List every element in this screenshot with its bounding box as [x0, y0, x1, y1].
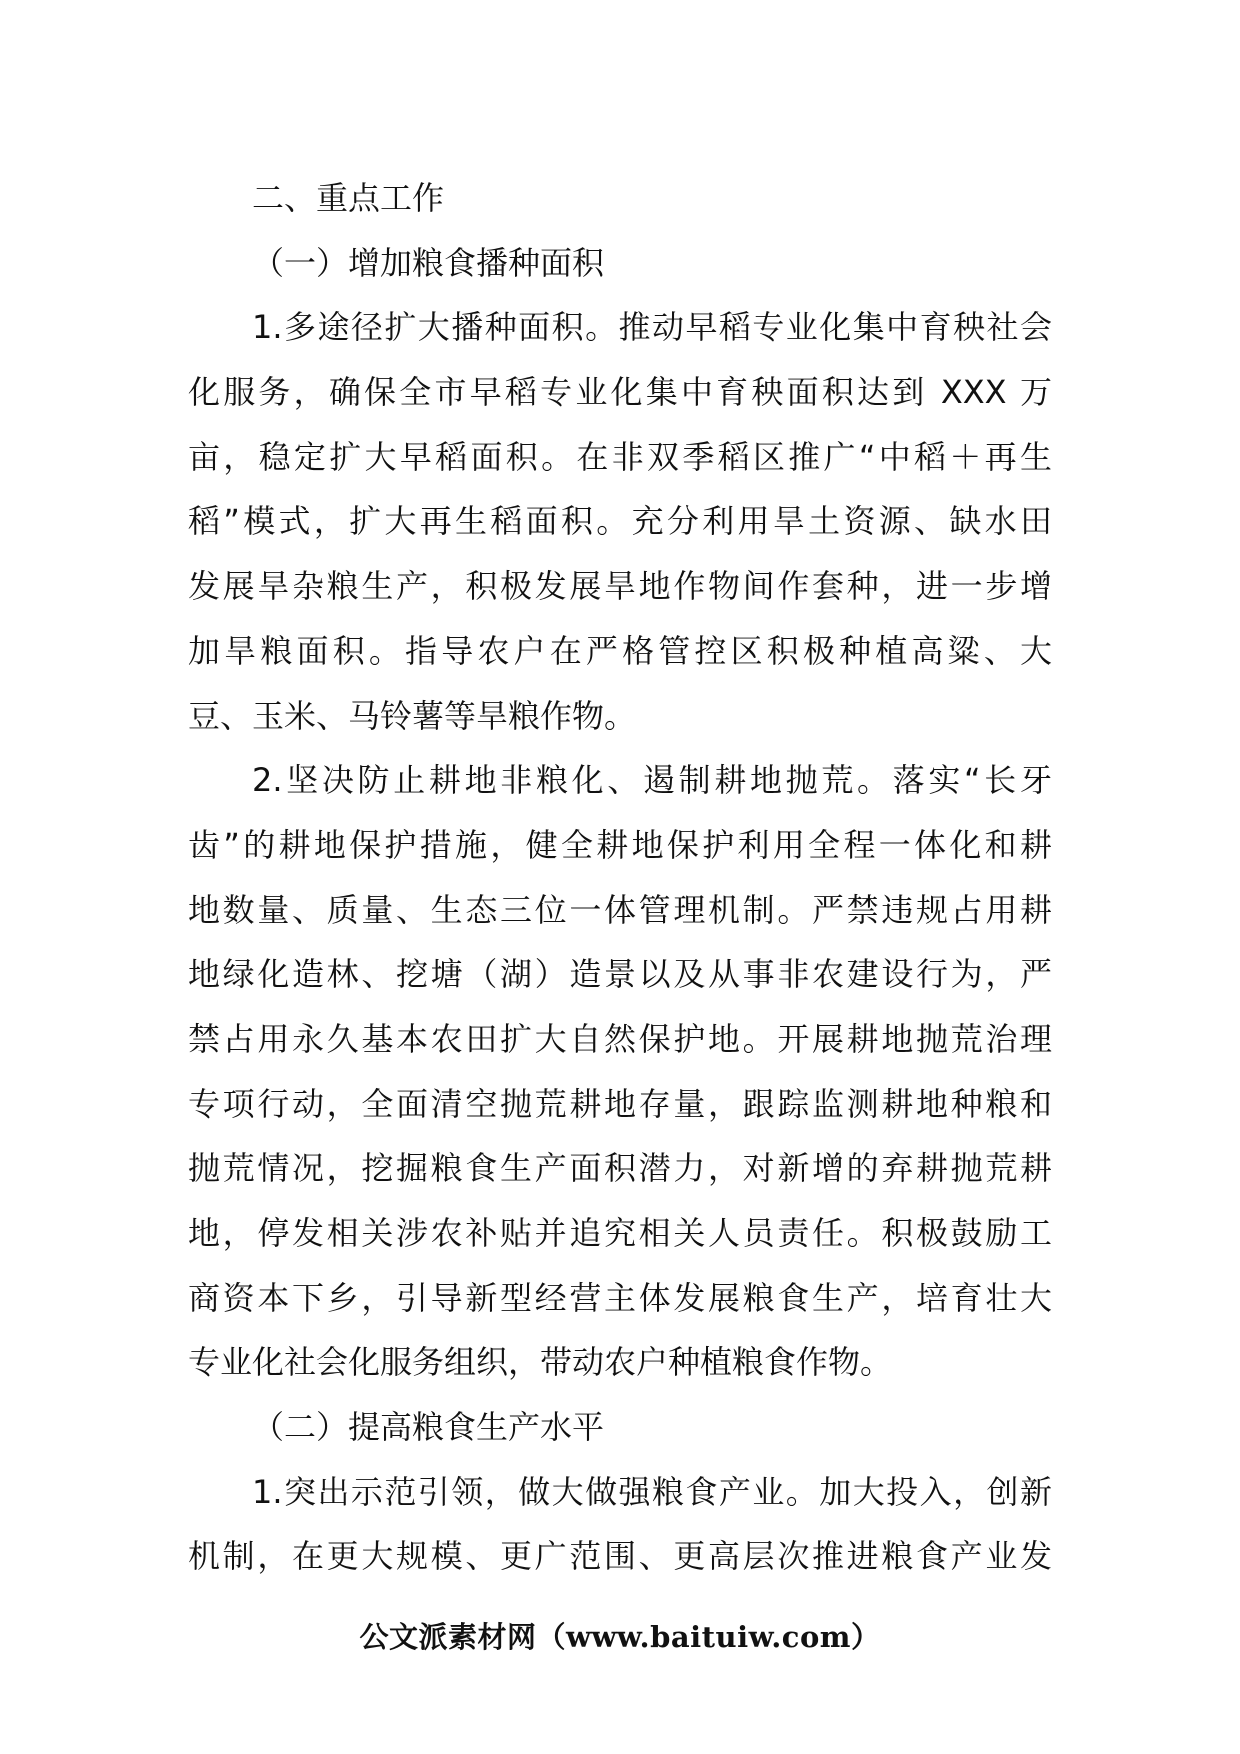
text-line: 二、重点工作	[252, 179, 445, 217]
text-line: 专业化社会化服务组织，带动农户种植粮食作物。	[188, 1343, 893, 1382]
text-line: 豆、玉米、马铃薯等旱粮作物。	[188, 696, 637, 735]
text-line: 地，停发相关涉农补贴并追究相关人员责任。积极鼓励工	[188, 1214, 1052, 1252]
text-line: 商资本下乡，引导新型经营主体发展粮食生产，培育壮大	[188, 1278, 1052, 1317]
text-line: 发展旱杂粮生产，积极发展旱地作物间作套种，进一步增	[188, 567, 1052, 606]
text-line: 1.多途径扩大播种面积。推动早稻专业化集中育秧社会	[252, 308, 1052, 347]
text-line: 禁占用永久基本农田扩大自然保护地。开展耕地抛荒治理	[188, 1019, 1052, 1058]
text-line: 专项行动，全面清空抛荒耕地存量，跟踪监测耕地种粮和	[188, 1084, 1052, 1123]
text-line: 地绿化造林、挖塘（湖）造景以及从事非农建设行为，严	[188, 955, 1052, 994]
text-line: 机制，在更大规模、更广范围、更高层次推进粮食产业发	[188, 1537, 1052, 1576]
text-line: 化服务，确保全市早稻专业化集中育秧面积达到 XXX 万	[188, 373, 1052, 412]
text-line: 稻”模式，扩大再生稻面积。充分利用旱土资源、缺水田	[188, 502, 1052, 541]
text-line: 加旱粮面积。指导农户在严格管控区积极种植高粱、大	[188, 631, 1052, 670]
text-line: 亩，稳定扩大早稻面积。在非双季稻区推广“中稻＋再生	[188, 437, 1052, 476]
footer-watermark: 公文派素材网（www.baituiw.com）	[359, 1620, 881, 1654]
text-line: （二）提高粮食生产水平	[252, 1408, 605, 1447]
text-line: 齿”的耕地保护措施，健全耕地保护利用全程一体化和耕	[188, 825, 1052, 864]
text-line: 1.突出示范引领，做大做强粮食产业。加大投入，创新	[252, 1472, 1052, 1511]
text-line: 地数量、质量、生态三位一体管理机制。严禁违规占用耕	[188, 890, 1052, 929]
text-line: 2.坚决防止耕地非粮化、遏制耕地抛荒。落实“长牙	[252, 761, 1052, 800]
text-line: 抛荒情况，挖掘粮食生产面积潜力，对新增的弃耕抛荒耕	[188, 1149, 1052, 1188]
document-body	[188, 166, 1052, 1589]
text-line: （一）增加粮食播种面积	[252, 243, 605, 282]
